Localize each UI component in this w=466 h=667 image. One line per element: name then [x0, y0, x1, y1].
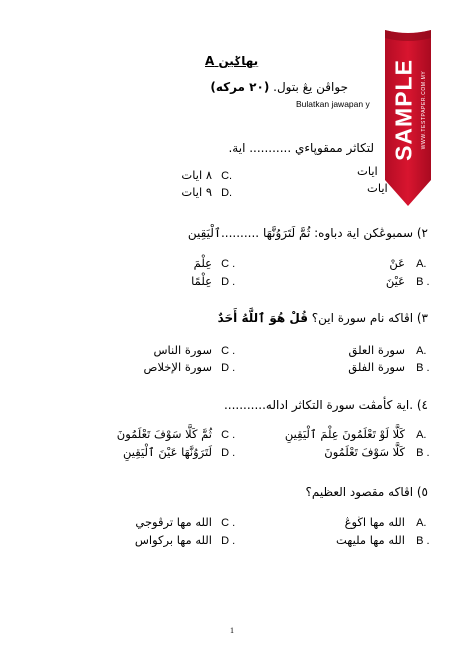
option-label: D. — [221, 187, 233, 199]
instruction-text: جواڤن يڠ بتول. — [273, 80, 348, 94]
option-text: الله مها ترڤوجي — [135, 515, 212, 529]
option-text: عِلْمًا — [191, 274, 212, 288]
question-5-stem: ٥) اڤاكه مقصود العظيم؟ — [305, 485, 428, 499]
option-text: عَيْنَ — [385, 274, 405, 288]
question-3-text: ٣) اڤاكه نام سورة اين؟ — [311, 311, 428, 325]
option-label: A. — [416, 517, 427, 529]
question-5-option-d — [120, 529, 247, 548]
question-5-option-a — [320, 511, 442, 530]
question-3-option-d — [130, 356, 247, 375]
question-1-stem: لتكاثر ممقوڽاءي ........... اية. — [228, 141, 374, 155]
option-text: ٨ ايات — [181, 168, 212, 182]
option-label: D . — [221, 535, 236, 547]
option-label: B . — [416, 362, 430, 374]
option-text: سورة العلق — [348, 343, 405, 357]
option-text: لَتَرَوُنَّهَا عَيْنَ ٱلْيَقِينِ — [122, 445, 212, 459]
question-2-option-a — [345, 252, 442, 271]
question-1-option-b: ايات — [367, 181, 388, 195]
option-text: كَلَّا سَوْفَ تَعْلَمُونَ — [324, 445, 405, 459]
option-text: الله مها مليهت — [336, 533, 405, 547]
watermark-url: WWW.TESTPAPER.COM.MY — [421, 70, 427, 150]
question-4-option-b — [250, 441, 442, 460]
option-label: A. — [416, 345, 427, 357]
option-label: D . — [221, 276, 236, 288]
option-text: ٩ ايات — [181, 185, 212, 199]
question-4-option-a — [250, 423, 442, 442]
question-1-option-a: ايات — [357, 164, 378, 178]
question-4-stem: ٤) .اية كأمڤت سورة التكاثر اداله........... — [223, 398, 428, 412]
option-text: الله مها بركواس — [134, 533, 212, 547]
option-label: C. — [221, 170, 233, 182]
question-2-stem: ٢) سمبوڠكن اية دباوه: ثُمَّ لَتَرَوُنَّهَا ..........ٱلْيَقِين — [187, 226, 428, 240]
question-4-option-d — [90, 441, 247, 460]
question-5-option-c — [120, 511, 247, 530]
question-1-option-d — [170, 181, 247, 200]
question-3-option-b — [320, 356, 442, 375]
option-label: A. — [416, 429, 427, 441]
question-3-verse: قُلْ هُوَ ٱللَّهُ أَحَدٌ — [217, 311, 308, 325]
option-label: C . — [221, 429, 236, 441]
option-text: سورة الناس — [153, 343, 212, 357]
watermark-text: SAMPLE — [390, 59, 417, 161]
instruction-marks: (٢٠ مركه) — [210, 80, 270, 94]
question-5-option-b — [320, 529, 442, 548]
ribbon-fold — [385, 30, 431, 41]
option-label: C . — [221, 345, 236, 357]
instruction-line — [210, 80, 348, 94]
question-4-option-c — [90, 423, 247, 442]
question-3-stem — [218, 311, 428, 325]
option-label: C . — [221, 517, 236, 529]
option-text: عَنْ — [389, 256, 405, 270]
instruction-subtitle: Bulatkan jawapan y — [296, 99, 370, 109]
option-text: كَلَّا لَوْ تَعْلَمُونَ عِلْمَ ٱلْيَقِينِ — [284, 427, 405, 441]
option-label: B . — [416, 535, 430, 547]
option-label: A. — [416, 258, 427, 270]
option-label: D . — [221, 362, 236, 374]
option-text: سورة الإخلاص — [143, 360, 212, 374]
option-text: سورة الفلق — [348, 360, 405, 374]
option-label: B . — [416, 447, 430, 459]
option-text: ثُمَّ كَلَّا سَوْفَ تَعْلَمُونَ — [116, 427, 212, 441]
question-2-option-c — [170, 252, 247, 271]
option-label: C . — [221, 258, 236, 270]
question-2-option-d — [170, 270, 247, 289]
section-title: بهاݢين A — [205, 54, 259, 68]
page-number: 1 — [230, 626, 234, 635]
option-text: الله مها اڬوڠ — [344, 515, 405, 529]
question-2-option-b — [345, 270, 442, 289]
option-label: B . — [416, 276, 430, 288]
option-text: عِلْمَ — [193, 256, 212, 270]
option-label: D . — [221, 447, 236, 459]
